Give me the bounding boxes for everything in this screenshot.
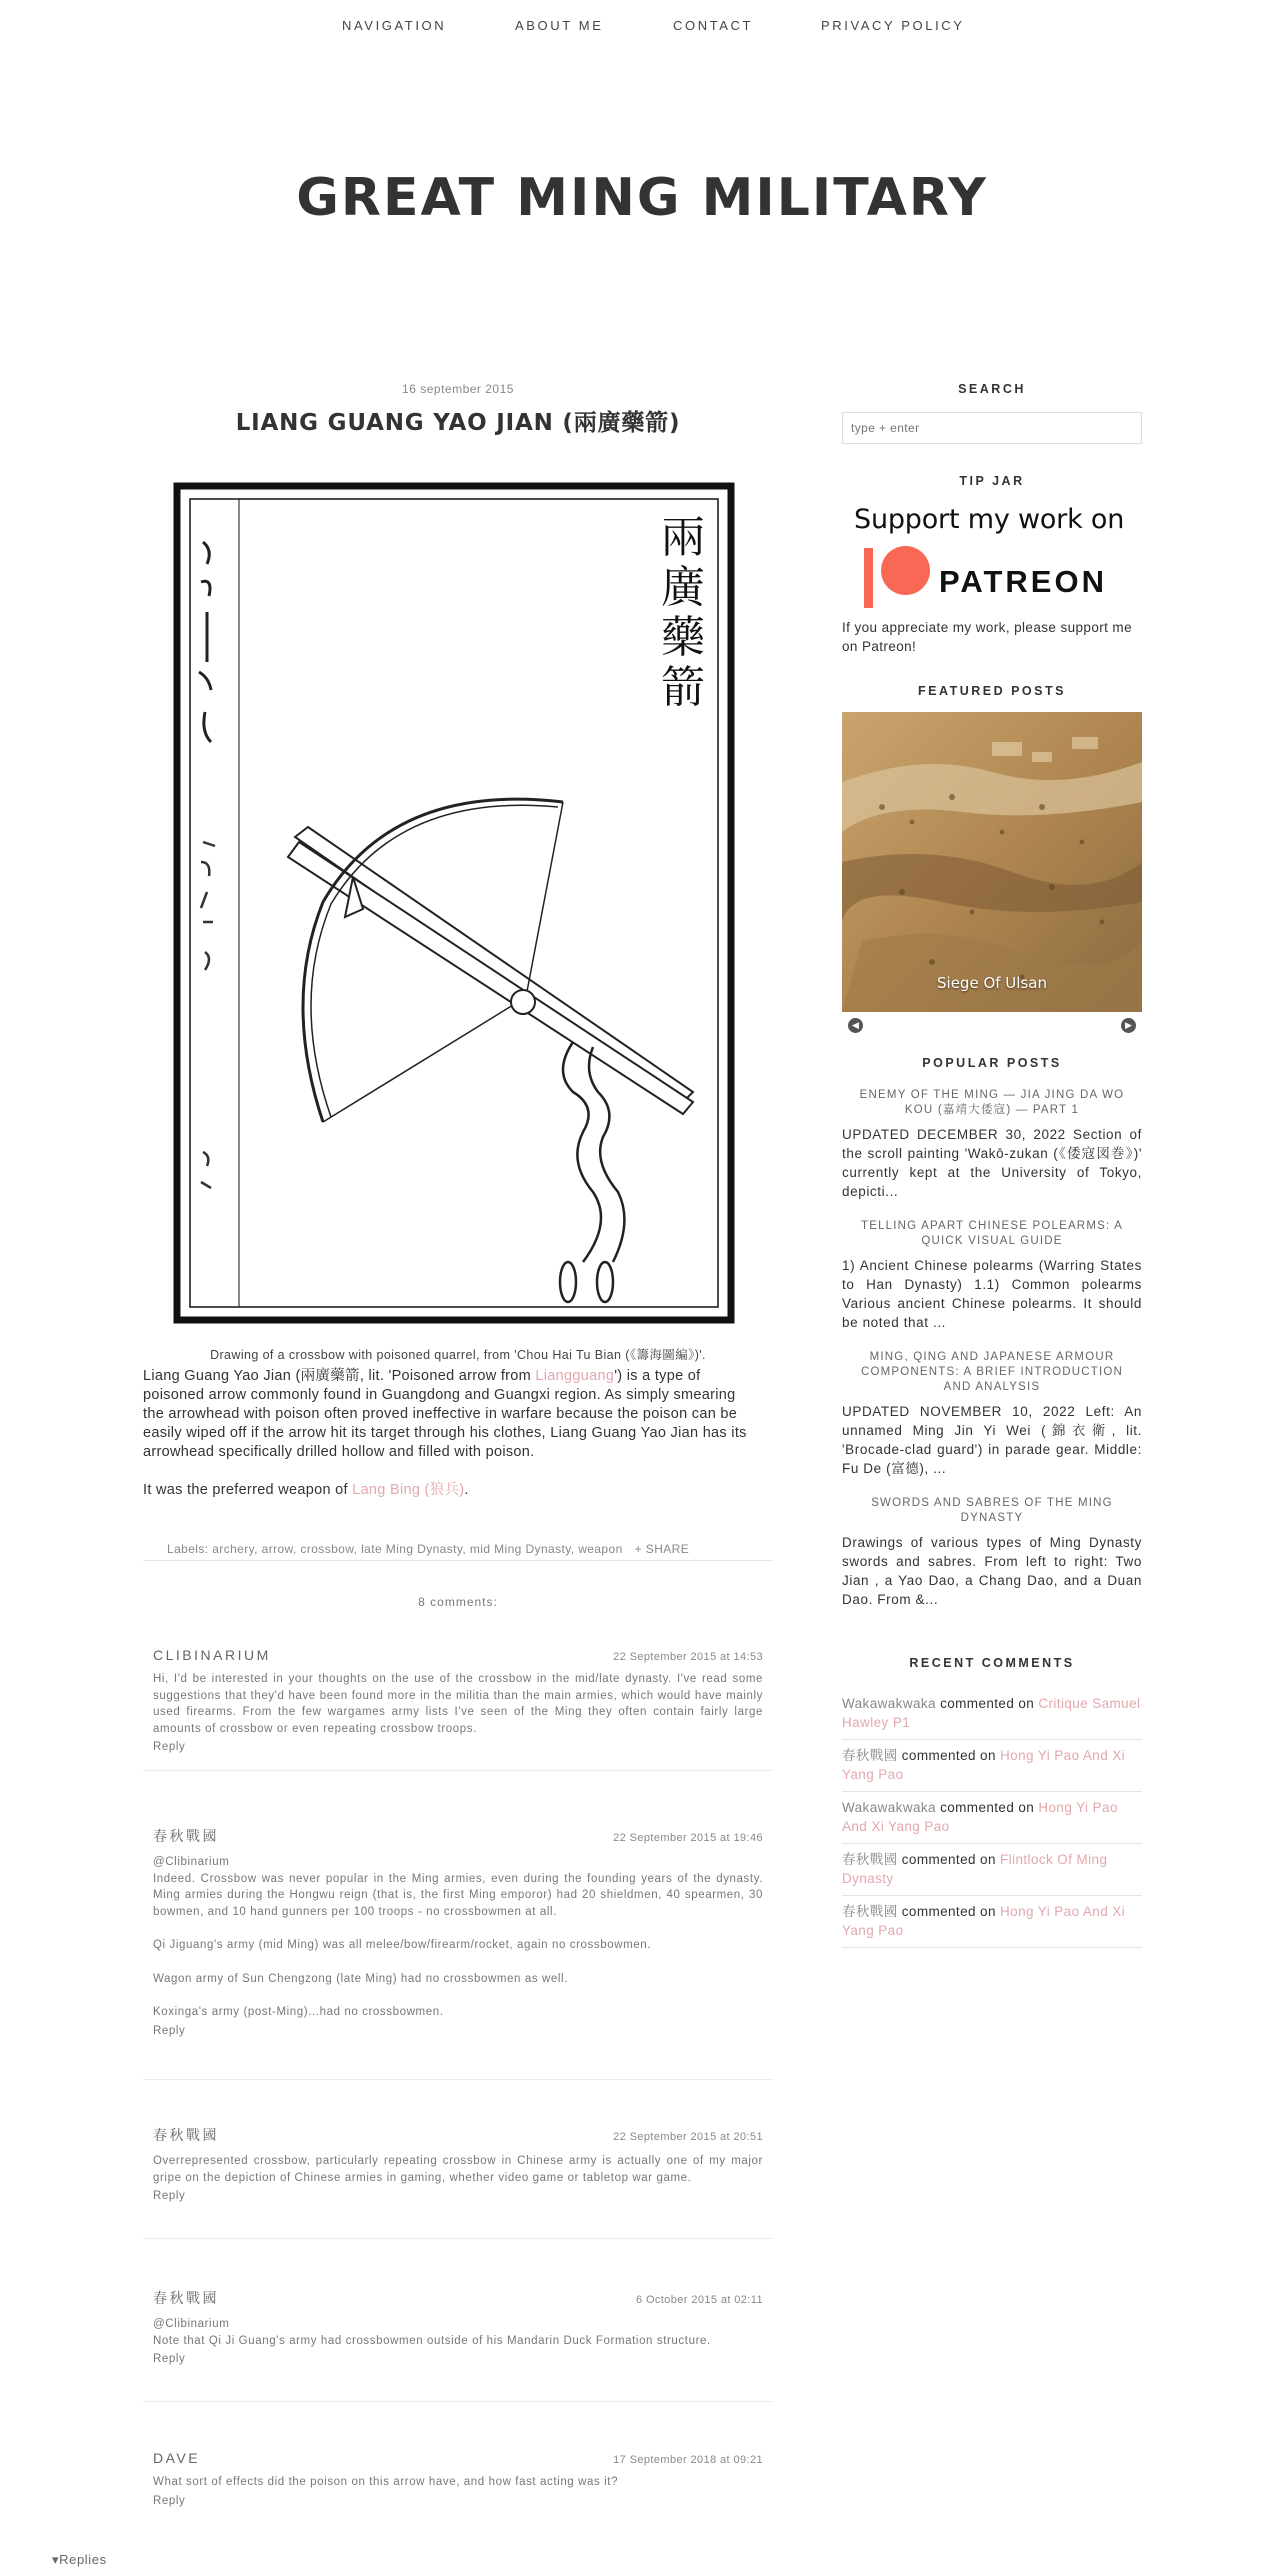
post-paragraph-1 <box>143 1367 753 1462</box>
comment <box>143 2125 773 2239</box>
comment-text: Koxinga's army (post-Ming)...had no crossbowmen. <box>153 2006 444 2018</box>
list-item <box>842 1792 1142 1844</box>
nav-item-contact[interactable]: CONTACT <box>673 18 754 33</box>
popular-post-snippet: Drawings of various types of Ming Dynasty swords and sabres. From left to right: Two Jian , a Yao Dao, a Chang Dao, and a Duan Dao. From &... <box>842 1535 1142 1607</box>
comment-author[interactable]: DAVE <box>153 2450 201 2466</box>
siege-painting-image <box>842 712 1142 1012</box>
recent-comment-post-link[interactable]: Hong Yi Pao And Xi Yang Pao <box>842 1904 1126 1938</box>
comment-body <box>153 1854 763 2021</box>
nav-item-privacy-policy[interactable]: PRIVACY POLICY <box>821 18 965 33</box>
recent-comment-post-link[interactable]: Critique Samuel Hawley P1 <box>842 1696 1141 1730</box>
commented-on-text: commented on <box>901 1904 996 1919</box>
popular-post-snippet: UPDATED DECEMBER 30, 2022 Section of the scroll painting 'Wakō-zukan (《倭寇図巻》)' currently kept at the University of Tokyo, depicti... <box>842 1127 1142 1199</box>
p1-text-a: Liang Guang Yao Jian (兩廣藥箭, lit. 'Poisoned arrow from <box>143 1368 536 1384</box>
comment-body <box>153 2316 763 2349</box>
popular-posts-title: POPULAR POSTS <box>922 1056 1062 1070</box>
comment-body <box>153 2474 763 2491</box>
post-labels <box>143 1542 773 1561</box>
patreon-banner-text: Support my work on <box>854 504 1125 535</box>
list-item <box>842 1688 1142 1740</box>
p1-text-b: ') is a type of poisoned arrow commonly found in Guangdong and Guangxi region. As simply smearing the arrowhead with poison often proved ineffective in warfare because the poison can be easily wiped off if the arrow hit its target through his clothes, Liang Guang Yao Jian has its arrowhead specifically drilled hollow and filled with poison. <box>143 1368 747 1460</box>
commenter-name[interactable]: 春秋戰國 <box>842 1852 898 1867</box>
tip-jar-text: If you appreciate my work, please support me on Patreon! <box>842 620 1132 654</box>
list-item <box>842 1219 1142 1332</box>
p2-text-b: . <box>464 1482 469 1498</box>
commented-on-text: commented on <box>940 1800 1035 1815</box>
site-title[interactable]: GREAT MING MILITARY <box>296 168 988 228</box>
reply-link[interactable]: Reply <box>153 2353 186 2365</box>
illus-char-4: 箭 <box>661 662 705 713</box>
list-item <box>842 1844 1142 1896</box>
comment-time[interactable]: 6 October 2015 at 02:11 <box>635 2294 763 2306</box>
caret-down-icon: ▾ <box>52 2552 60 2567</box>
post-body <box>143 1367 753 1500</box>
comment <box>143 2450 773 2540</box>
comment-text: What sort of effects did the poison on this arrow have, and how fast acting was it? <box>153 2476 619 2488</box>
comment-author[interactable]: 春秋戰國 <box>153 2290 219 2306</box>
list-item <box>842 1496 1142 1609</box>
featured-post-caption: Siege Of Ulsan <box>937 974 1047 992</box>
nav-item-navigation[interactable]: NAVIGATION <box>342 18 447 33</box>
comment-text: Hi, I'd be interested in your thoughts on the use of the crossbow in the mid/late dynasty. I've read some suggestions that they'd have been found more in the militia than the main armies, which would have mainly used firearms. From the few wargames army lists I've seen of the Ming they often contain fairly large amounts of crossbow or even repeating crossbow troops. <box>153 1673 763 1735</box>
list-item <box>842 1350 1142 1478</box>
list-item <box>842 1896 1142 1948</box>
post-paragraph-2 <box>143 1481 753 1500</box>
recent-comments-title: RECENT COMMENTS <box>909 1656 1075 1670</box>
link-lang-bing[interactable]: Lang Bing (狼兵) <box>352 1482 465 1498</box>
popular-post-snippet: 1) Ancient Chinese polearms (Warring States to Han Dynasty) 1.1) Common polearms Various ancient Chinese polearms. It should be noted that ... <box>842 1258 1142 1330</box>
comment-time[interactable]: 22 September 2015 at 14:53 <box>613 1651 763 1663</box>
popular-post-snippet: UPDATED NOVEMBER 10, 2022 Left: An unnamed Ming Jin Yi Wei (錦衣衛, lit. 'Brocade-clad guard') in parade gear. Middle: Fu De (富德), ... <box>842 1404 1142 1476</box>
post-date: 16 september 2015 <box>402 382 514 396</box>
comment <box>143 1647 773 1771</box>
reply-link[interactable]: Reply <box>153 2190 186 2202</box>
reply-link[interactable]: Reply <box>153 2024 186 2037</box>
featured-post-image[interactable] <box>842 712 1142 1012</box>
list-item <box>842 1740 1142 1792</box>
illus-char-1: 兩 <box>661 512 705 563</box>
comments-count: 8 comments: <box>418 1595 498 1609</box>
popular-posts-list <box>842 1088 1142 1627</box>
comment-text: @Clibinarium Indeed. Crossbow was never popular in the Ming armies, even during the founding years of the dynasty. Ming armies during the Hongwu reign (that is, the first Ming emporor) had 20 shieldmen, 40 spearmen, 30 bowmen, and 10 hand gunners per 100 troops - no crossbowmen at all. <box>153 1856 763 1918</box>
illus-char-2: 廣 <box>661 562 705 613</box>
replies-label: Replies <box>59 2552 107 2567</box>
prev-arrow-icon[interactable]: ◀ <box>848 1018 863 1033</box>
replies-toggle[interactable] <box>52 2552 107 2568</box>
commented-on-text: commented on <box>940 1696 1035 1711</box>
recent-comment-post-link[interactable]: Hong Yi Pao And Xi Yang Pao <box>842 1800 1118 1834</box>
popular-post-title[interactable]: SWORDS AND SABRES OF THE MING DYNASTY <box>871 1497 1113 1524</box>
comment-author[interactable]: 春秋戰國 <box>153 1828 219 1844</box>
commenter-name[interactable]: 春秋戰國 <box>842 1904 898 1919</box>
comment <box>143 2288 773 2402</box>
popular-post-title[interactable]: ENEMY OF THE MING — JIA JING DA WO KOU (嘉靖大倭寇) — PART 1 <box>859 1089 1125 1116</box>
post-column <box>143 382 773 2507</box>
comment-text: Qi Jiguang's army (mid Ming) was all melee/bow/firearm/rocket, again no crossbowmen. <box>153 1939 652 1951</box>
illus-char-3: 藥 <box>661 612 705 663</box>
link-liangguang[interactable]: Liangguang <box>535 1368 615 1384</box>
comment <box>143 1826 773 2080</box>
reply-link[interactable]: Reply <box>153 2494 186 2507</box>
commenter-name[interactable]: 春秋戰國 <box>842 1748 898 1763</box>
comment-text: Overrepresented crossbow, particularly repeating crossbow in Chinese army is actually one of my major gripe on the depiction of Chinese armies in gaming, whether video game or tabletop war game. <box>153 2155 763 2184</box>
commenter-name[interactable]: Wakawakwaka <box>842 1800 936 1815</box>
commenter-name[interactable]: Wakawakwaka <box>842 1696 936 1711</box>
sidebar <box>842 382 1142 1938</box>
comment-body <box>153 1671 763 1737</box>
popular-post-title[interactable]: TELLING APART CHINESE POLEARMS: A QUICK VISUAL GUIDE <box>860 1220 1123 1247</box>
recent-comment-post-link[interactable]: Hong Yi Pao And Xi Yang Pao <box>842 1748 1126 1782</box>
reply-link[interactable]: Reply <box>153 1741 186 1753</box>
patreon-logo-icon <box>864 544 934 614</box>
comment-author[interactable]: 春秋戰國 <box>153 2127 219 2143</box>
image-caption: Drawing of a crossbow with poisoned quarrel, from 'Chou Hai Tu Bian (《籌海圖編》)'. <box>210 1348 706 1362</box>
comment-time[interactable]: 22 September 2015 at 20:51 <box>613 2131 763 2143</box>
list-item <box>842 1088 1142 1201</box>
nav-item-about-me[interactable]: ABOUT ME <box>515 18 604 33</box>
comment-text: @Clibinarium Note that Qi Ji Guang's army had crossbowmen outside of his Mandarin Duck Formation structure. <box>153 2318 711 2347</box>
patreon-banner[interactable] <box>854 504 1134 614</box>
comment-text: Wagon army of Sun Chengzong (late Ming) had no crossbowmen as well. <box>153 1972 568 1985</box>
commented-on-text: commented on <box>901 1748 996 1763</box>
tip-jar-title: TIP JAR <box>959 474 1025 488</box>
crossbow-illustration <box>173 482 735 1324</box>
recent-comments-list <box>842 1688 1142 1948</box>
comment-author[interactable]: CLIBINARIUM <box>153 1647 271 1663</box>
comment-body <box>153 2153 763 2186</box>
comment-time[interactable]: 22 September 2015 at 19:46 <box>613 1832 763 1844</box>
search-input[interactable] <box>842 412 1142 444</box>
popular-post-title[interactable]: MING, QING AND JAPANESE ARMOUR COMPONENTS: A BRIEF INTRODUCTION AND ANALYSIS <box>860 1351 1124 1393</box>
featured-posts-title: FEATURED POSTS <box>918 684 1066 698</box>
patreon-wordmark: PATREON <box>939 564 1107 599</box>
share-button[interactable]: + SHARE <box>634 1542 690 1556</box>
recent-comment-post-link[interactable]: Flintlock Of Ming Dynasty <box>842 1852 1108 1886</box>
next-arrow-icon[interactable]: ▶ <box>1121 1018 1136 1033</box>
labels-list[interactable]: Labels: archery, arrow, crossbow, late Ming Dynasty, mid Ming Dynasty, weapon <box>167 1542 623 1556</box>
comment-time[interactable]: 17 September 2018 at 09:21 <box>613 2454 763 2466</box>
p2-text-a: It was the preferred weapon of <box>143 1482 353 1498</box>
commented-on-text: commented on <box>901 1852 996 1867</box>
search-widget-title: SEARCH <box>958 382 1026 396</box>
post-title[interactable]: LIANG GUANG YAO JIAN (兩廣藥箭) <box>235 410 681 436</box>
